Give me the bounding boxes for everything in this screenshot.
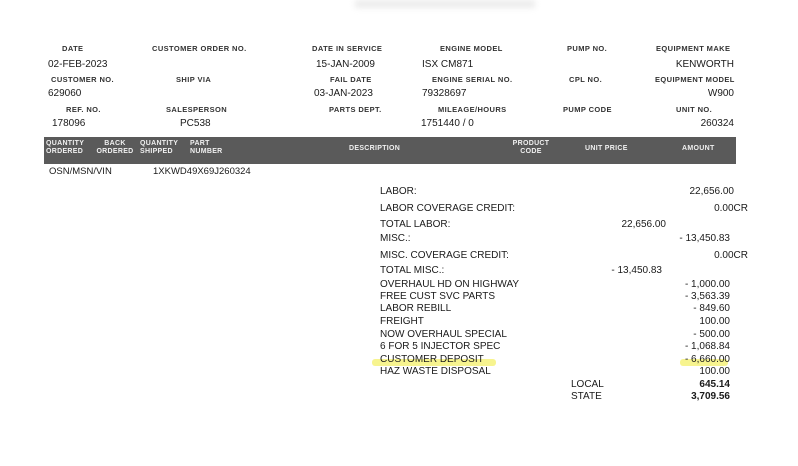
summary-amount: 100.00 xyxy=(699,366,730,377)
unit-price-header: UNIT PRICE xyxy=(585,145,628,152)
date-label: DATE xyxy=(62,44,84,53)
mileage-hours-label: MILEAGE/HOURS xyxy=(438,105,507,114)
summary-amount: 0.00CR xyxy=(714,250,748,261)
summary-label: LABOR REBILL xyxy=(380,303,452,314)
tax-label-state: STATE xyxy=(571,391,602,402)
tax-label-local: LOCAL xyxy=(571,379,604,390)
mileage-hours-value: 1751440 / 0 xyxy=(421,118,474,129)
summary-amount: 22,656.00 xyxy=(689,186,734,197)
summary-label: MISC.: xyxy=(380,233,411,244)
summary-amount: - 1,000.00 xyxy=(684,279,730,290)
tax-amount-local: 645.14 xyxy=(699,379,730,390)
summary-label: FREIGHT xyxy=(380,316,424,327)
summary-label: FREE CUST SVC PARTS xyxy=(380,291,496,302)
engine-serial-no-label: ENGINE SERIAL NO. xyxy=(432,75,513,84)
summary-label: LABOR: xyxy=(380,186,417,197)
summary-amount: - 849.60 xyxy=(693,303,730,314)
equipment-model-label: EQUIPMENT MODEL xyxy=(655,75,735,84)
fail-date-label: FAIL DATE xyxy=(330,75,372,84)
date-in-service-label: DATE IN SERVICE xyxy=(312,44,383,53)
engine-serial-no-value: 79328697 xyxy=(422,88,467,99)
ship-via-label: SHIP VIA xyxy=(176,75,212,84)
summary-label: 6 FOR 5 INJECTOR SPEC xyxy=(380,341,501,352)
summary-amount: - 3,563.39 xyxy=(684,291,730,302)
quantity-ordered-header: QUANTITY ORDERED xyxy=(46,140,85,155)
quantity-shipped-header: QUANTITY SHIPPED xyxy=(140,140,179,155)
customer-order-no-label: CUSTOMER ORDER NO. xyxy=(152,44,247,53)
customer-no-label: CUSTOMER NO. xyxy=(51,75,114,84)
summary-label: TOTAL LABOR: xyxy=(380,219,451,230)
summary-subtotal: - 13,450.83 xyxy=(611,265,662,276)
pump-code-label: PUMP CODE xyxy=(563,105,612,114)
summary-label: CUSTOMER DEPOSIT xyxy=(380,354,484,365)
part-number-header: PART NUMBER xyxy=(190,140,223,155)
line-items-header-bar xyxy=(44,137,736,164)
description-header: DESCRIPTION xyxy=(349,145,401,152)
equipment-make-value: KENWORTH xyxy=(675,59,734,70)
summary-label: OVERHAUL HD ON HIGHWAY xyxy=(380,279,520,290)
unit-no-value: 260324 xyxy=(700,118,734,129)
summary-amount: - 13,450.83 xyxy=(679,233,730,244)
cpl-no-label: CPL NO. xyxy=(569,75,603,84)
summary-label: HAZ WASTE DISPOSAL xyxy=(380,366,491,377)
pump-no-label: PUMP NO. xyxy=(567,44,608,53)
equipment-make-label: EQUIPMENT MAKE xyxy=(656,44,731,53)
summary-label: MISC. COVERAGE CREDIT: xyxy=(380,250,509,261)
engine-model-value: ISX CM871 xyxy=(422,59,474,70)
ref-no-value: 178096 xyxy=(52,118,86,129)
summary-amount: - 500.00 xyxy=(693,329,730,340)
tax-amount-state: 3,709.56 xyxy=(691,391,730,402)
scan-smudge xyxy=(355,0,535,8)
back-ordered-header: BACK ORDERED xyxy=(96,140,134,155)
summary-label: TOTAL MISC.: xyxy=(380,265,445,276)
parts-dept-label: PARTS DEPT. xyxy=(329,105,382,114)
date-in-service-value: 15-JAN-2009 xyxy=(316,59,375,70)
ref-no-label: REF. NO. xyxy=(66,105,101,114)
customer-no-value: 629060 xyxy=(48,88,82,99)
equipment-model-value: W900 xyxy=(707,88,734,99)
engine-model-label: ENGINE MODEL xyxy=(440,44,503,53)
unit-no-label: UNIT NO. xyxy=(676,105,713,114)
amount-header: AMOUNT xyxy=(682,145,715,152)
summary-label: NOW OVERHAUL SPECIAL xyxy=(380,329,507,340)
summary-subtotal: 22,656.00 xyxy=(621,219,666,230)
vin-label: OSN/MSN/VIN xyxy=(49,166,112,177)
summary-label: LABOR COVERAGE CREDIT: xyxy=(380,203,516,214)
summary-amount: 0.00CR xyxy=(714,203,748,214)
salesperson-value: PC538 xyxy=(180,118,211,129)
summary-amount: - 6,660.00 xyxy=(684,354,730,365)
salesperson-label: SALESPERSON xyxy=(166,105,228,114)
summary-amount: 100.00 xyxy=(699,316,730,327)
vin-value: 1XKWD49X69J260324 xyxy=(153,166,251,177)
date-value: 02-FEB-2023 xyxy=(48,59,108,70)
summary-amount: - 1,068.84 xyxy=(684,341,730,352)
fail-date-value: 03-JAN-2023 xyxy=(314,88,373,99)
product-code-header: PRODUCT CODE xyxy=(512,140,550,155)
